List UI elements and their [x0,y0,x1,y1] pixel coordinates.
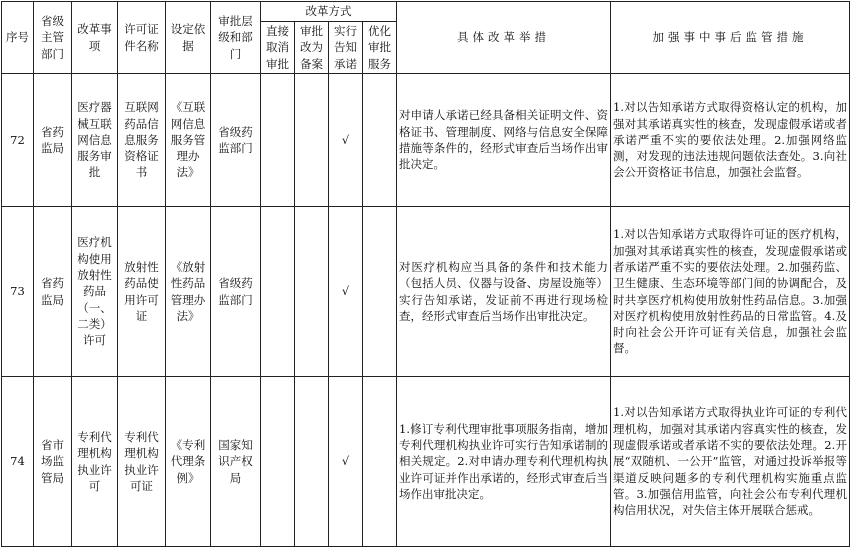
header-license: 许可证件名称 [118,2,166,74]
cell-seq: 73 [2,207,34,377]
cell-mode-filing [295,377,329,547]
cell-dept: 省药监局 [34,207,72,377]
cell-mode-notify: √ [329,207,363,377]
header-measures: 具体改革举措 [397,2,611,74]
cell-license: 专利代理机构执业许可证 [118,377,166,547]
cell-mode-cancel [261,377,295,547]
cell-measures: 对医疗机构应当具备的条件和技术能力（包括人员、仪器与设备、房屋设施等）实行告知承诺，发证前不再进行现场检查，经形式审查后当场作出审批决定。 [397,207,611,377]
cell-supervision: 1.对以告知承诺方式取得执业许可证的专利代理机构，加强对其承诺内容真实性的核查，发现虚假承诺或者承诺不实的要依法处理。2.开展“双随机、一公开”监管，对通过投诉举报等渠道反映问题多的专利代理机构实施重点监管。3.加强信用监管，向社会公布专利代理机构信用状况，对失信主体开展联合惩戒。 [611,377,850,547]
header-mode-cancel: 直接取消审批 [261,22,295,74]
header-mode-notify: 实行告知承诺 [329,22,363,74]
header-level: 审批层级和部门 [211,2,261,74]
reform-table [1,1,850,547]
cell-seq: 72 [2,74,34,207]
header-dept: 省级主管部门 [34,2,72,74]
cell-level: 省级药监部门 [211,74,261,207]
cell-basis: 《互联网信息服务管理办法》 [166,74,211,207]
cell-measures: 对申请人承诺已经具备相关证明文件、资格证书、管理制度、网络与信息安全保障措施等条件的，经形式审查后当场作出审批决定。 [397,74,611,207]
cell-mode-optimize [363,207,397,377]
cell-dept: 省药监局 [34,74,72,207]
table-row [2,74,850,207]
header-mode-filing: 审批改为备案 [295,22,329,74]
cell-item: 医疗机构使用放射性药品（一、二类）许可 [72,207,118,377]
cell-mode-optimize [363,377,397,547]
cell-supervision: 1.对以告知承诺方式取得许可证的医疗机构，加强对其承诺真实性的核查，发现虚假承诺或者承诺严重不实的要依法处理。2.加强药监、卫生健康、生态环境等部门间的协调配合，及时共享医疗机构使用放射性药品信息。3.加强对医疗机构使用放射性药品的日常监管。4.及时向社会公开许可证有关信息，加强社会监督。 [611,207,850,377]
cell-mode-filing [295,74,329,207]
header-seq: 序号 [2,2,34,74]
cell-item: 专利代理机构执业许可 [72,377,118,547]
cell-mode-filing [295,207,329,377]
header-basis: 设定依据 [166,2,211,74]
cell-mode-notify: √ [329,377,363,547]
cell-license: 互联网药品信息服务资格证书 [118,74,166,207]
table-row [2,207,850,377]
table-row [2,377,850,547]
cell-level: 国家知识产权局 [211,377,261,547]
header-item: 改革事项 [72,2,118,74]
cell-dept: 省市场监管局 [34,377,72,547]
header-mode-optimize: 优化审批服务 [363,22,397,74]
cell-mode-optimize [363,74,397,207]
cell-mode-cancel [261,74,295,207]
cell-seq: 74 [2,377,34,547]
cell-basis: 《放射性药品管理办法》 [166,207,211,377]
cell-level: 省级药监部门 [211,207,261,377]
cell-mode-notify: √ [329,74,363,207]
header-reform-mode: 改革方式 [261,2,397,22]
cell-item: 医疗器械互联网信息服务审批 [72,74,118,207]
header-supervision: 加强事中事后监管措施 [611,2,850,74]
cell-measures: 1.修订专利代理审批事项服务指南，增加专利代理机构执业许可实行告知承诺制的相关规定。2.对申请办理专利代理机构执业许可证并作出承诺的，经形式审查后当场作出审批决定。 [397,377,611,547]
cell-basis: 《专利代理条例》 [166,377,211,547]
cell-license: 放射性药品使用许可证 [118,207,166,377]
cell-supervision: 1.对以告知承诺方式取得资格认定的机构，加强对其承诺真实性的核查，发现虚假承诺或者承诺严重不实的要依法处理。2.加强网络监测，对发现的违法违规问题依法查处。3.向社会公开资格证书信息，加强社会监督。 [611,74,850,207]
cell-mode-cancel [261,207,295,377]
